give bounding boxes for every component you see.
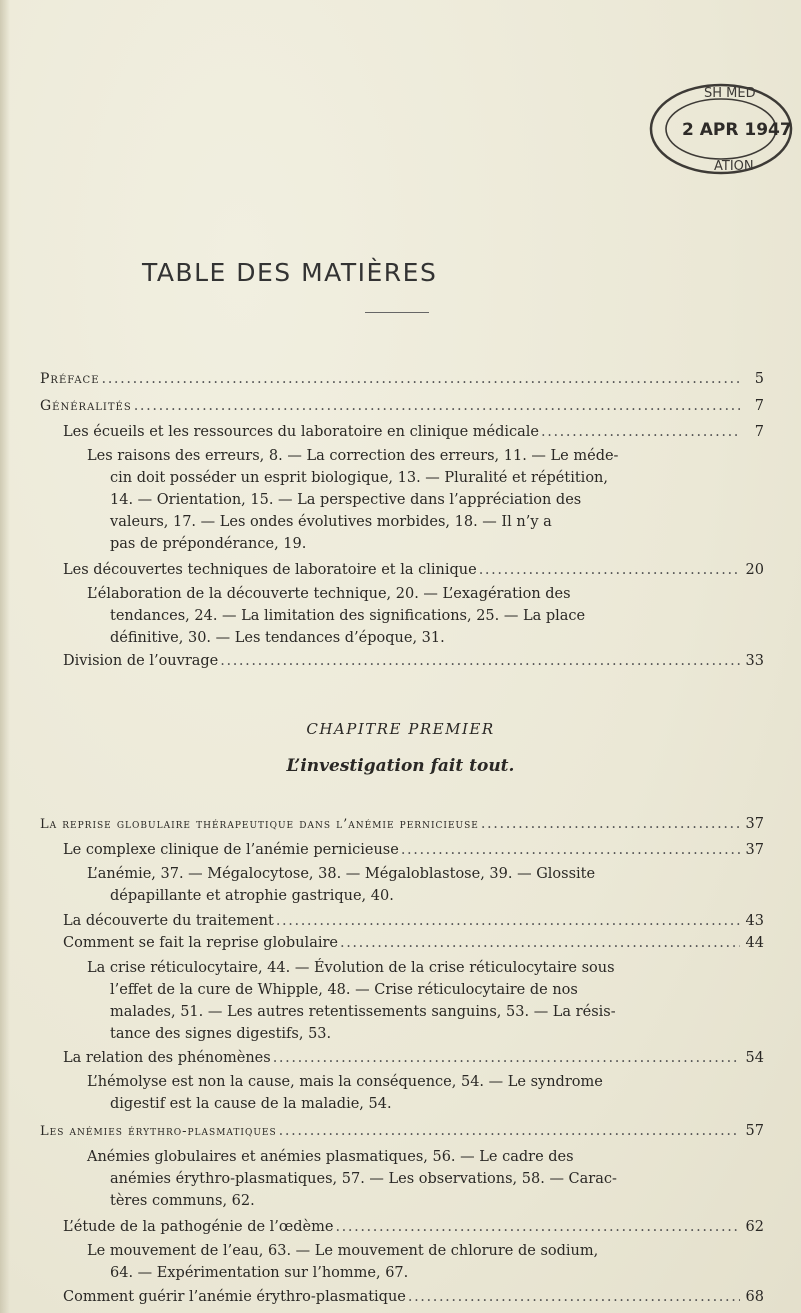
stamp-bottom-text: ATION (714, 159, 754, 174)
chapter-label: CHAPITRE PREMIER (306, 720, 495, 738)
page-edge-shadow (0, 0, 10, 1313)
toc-page-number: 68 (745, 1289, 764, 1305)
toc-entry-title: La relation des phénomènes (63, 1050, 271, 1066)
toc-subentry-line: tance des signes digestifs, 53. (110, 1026, 332, 1042)
toc-subentry-line: tères communs, 62. (110, 1193, 255, 1209)
toc-entry-complexe (63, 839, 764, 861)
toc-page-number: 20 (745, 562, 764, 578)
toc-entry-ecueils (63, 421, 764, 443)
toc-subentry-line: L’élaboration de la découverte technique, 20. — L’exagération des (87, 586, 571, 602)
toc-entry-title: Les découvertes techniques de laboratoire et la clinique (63, 562, 477, 578)
toc-entry-title: Préface (40, 371, 100, 387)
toc-subentry-line: L’anémie, 37. — Mégalocytose, 38. — Mégaloblastose, 39. — Glossite (87, 866, 596, 882)
toc-entry-relation (63, 1047, 764, 1069)
toc-page-number: 33 (745, 653, 764, 669)
toc-subentries-relation (87, 1071, 603, 1115)
toc-subentry-line: 64. — Expérimentation sur l’homme, 67. (110, 1265, 409, 1281)
toc-entry-title: La reprise globulaire thérapeutique dans l’anémie pernicieuse (40, 817, 479, 832)
toc-subentries-anemies (87, 1146, 617, 1212)
toc-subentries-oedeme (87, 1240, 598, 1284)
toc-entry-title: L’étude de la pathogénie de l’œdème (63, 1219, 334, 1235)
toc-subentry-line: L’hémolyse est non la cause, mais la conséquence, 54. — Le syndrome (87, 1074, 603, 1090)
toc-entry-title: Les anémies érythro-plasmatiques (40, 1124, 277, 1139)
toc-subentry-line: Le mouvement de l’eau, 63. — Le mouvement de chlorure de sodium, (87, 1243, 599, 1259)
toc-subentry-line: 14. — Orientation, 15. — La perspective dans l’appréciation des (110, 492, 582, 508)
toc-entry-oedeme (63, 1216, 764, 1238)
toc-subentries-comment (87, 957, 616, 1045)
toc-subentry-line: malades, 51. — Les autres retentissements sanguins, 53. — La résis- (110, 1004, 616, 1020)
chapter-subtitle: L’investigation fait tout. (286, 756, 515, 776)
toc-entry-title: Comment se fait la reprise globulaire (63, 935, 338, 951)
toc-subentry-line: tendances, 24. — La limitation des significations, 25. — La place (110, 608, 586, 624)
toc-entry-reprise (40, 813, 764, 835)
toc-entry-division (63, 650, 764, 672)
toc-page-number: 7 (754, 398, 764, 414)
toc-subentry-line: La crise réticulocytaire, 44. — Évolution de la crise réticulocytaire sous (87, 960, 615, 976)
toc-page-number: 43 (745, 913, 764, 929)
toc-entry-decouvertes (63, 559, 764, 581)
toc-subentry-line: l’effet de la cure de Whipple, 48. — Crise réticulocytaire de nos (110, 982, 578, 998)
toc-page-number: 37 (745, 816, 764, 832)
toc-page-number: 7 (754, 424, 764, 440)
toc-subentry-line: pas de prépondérance, 19. (110, 536, 307, 552)
stamp-top-text: SH MED (704, 86, 756, 101)
toc-subentries-decouvertes (87, 583, 585, 649)
toc-entry-title: Comment guérir l’anémie érythro-plasmatique (63, 1289, 406, 1305)
toc-subentry-line: Anémies globulaires et anémies plasmatiques, 56. — Le cadre des (87, 1149, 574, 1165)
toc-entry-guerir (63, 1286, 764, 1308)
toc-subentry-line: Les raisons des erreurs, 8. — La correction des erreurs, 11. — Le méde- (87, 448, 619, 464)
toc-subentry-line: définitive, 30. — Les tendances d’époque, 31. (110, 630, 445, 646)
library-stamp (636, 73, 801, 183)
toc-page-number: 62 (745, 1219, 764, 1235)
toc-entry-traitement (63, 910, 764, 932)
toc-subentry-line: digestif est la cause de la maladie, 54. (110, 1096, 392, 1112)
toc-subentry-line: valeurs, 17. — Les ondes évolutives morbides, 18. — Il n’y a (110, 514, 552, 530)
toc-entry-preface (40, 368, 764, 390)
toc-entry-title: Généralités (40, 398, 132, 414)
toc-entry-generalites (40, 395, 764, 417)
toc-page-number: 54 (745, 1050, 764, 1066)
title-rule (365, 312, 429, 313)
toc-entry-title: Les écueils et les ressources du laboratoire en clinique médicale (63, 424, 540, 440)
toc-entry-comment (63, 932, 764, 954)
toc-subentry-line: cin doit posséder un esprit biologique, 13. — Pluralité et répétition, (110, 470, 608, 486)
toc-entry-anemies (40, 1120, 764, 1142)
toc-subentry-line: dépapillante et atrophie gastrique, 40. (110, 888, 394, 904)
toc-entry-title: Le complexe clinique de l’anémie pernicieuse (63, 842, 399, 858)
page-title: TABLE DES MATIÈRES (142, 258, 438, 287)
toc-subentries-ecueils (87, 445, 618, 555)
toc-page-number: 37 (745, 842, 764, 858)
toc-page-number: 57 (745, 1123, 764, 1139)
toc-subentries-complexe (87, 863, 595, 907)
toc-page-number: 44 (745, 935, 764, 951)
toc-entry-title: La découverte du traitement (63, 913, 274, 929)
toc-entry-title: Division de l’ouvrage (63, 653, 219, 669)
toc-page-number: 5 (754, 371, 764, 387)
stamp-date: 2 APR 1947 (682, 120, 792, 140)
toc-subentry-line: anémies érythro-plasmatiques, 57. — Les observations, 58. — Carac- (110, 1171, 617, 1187)
